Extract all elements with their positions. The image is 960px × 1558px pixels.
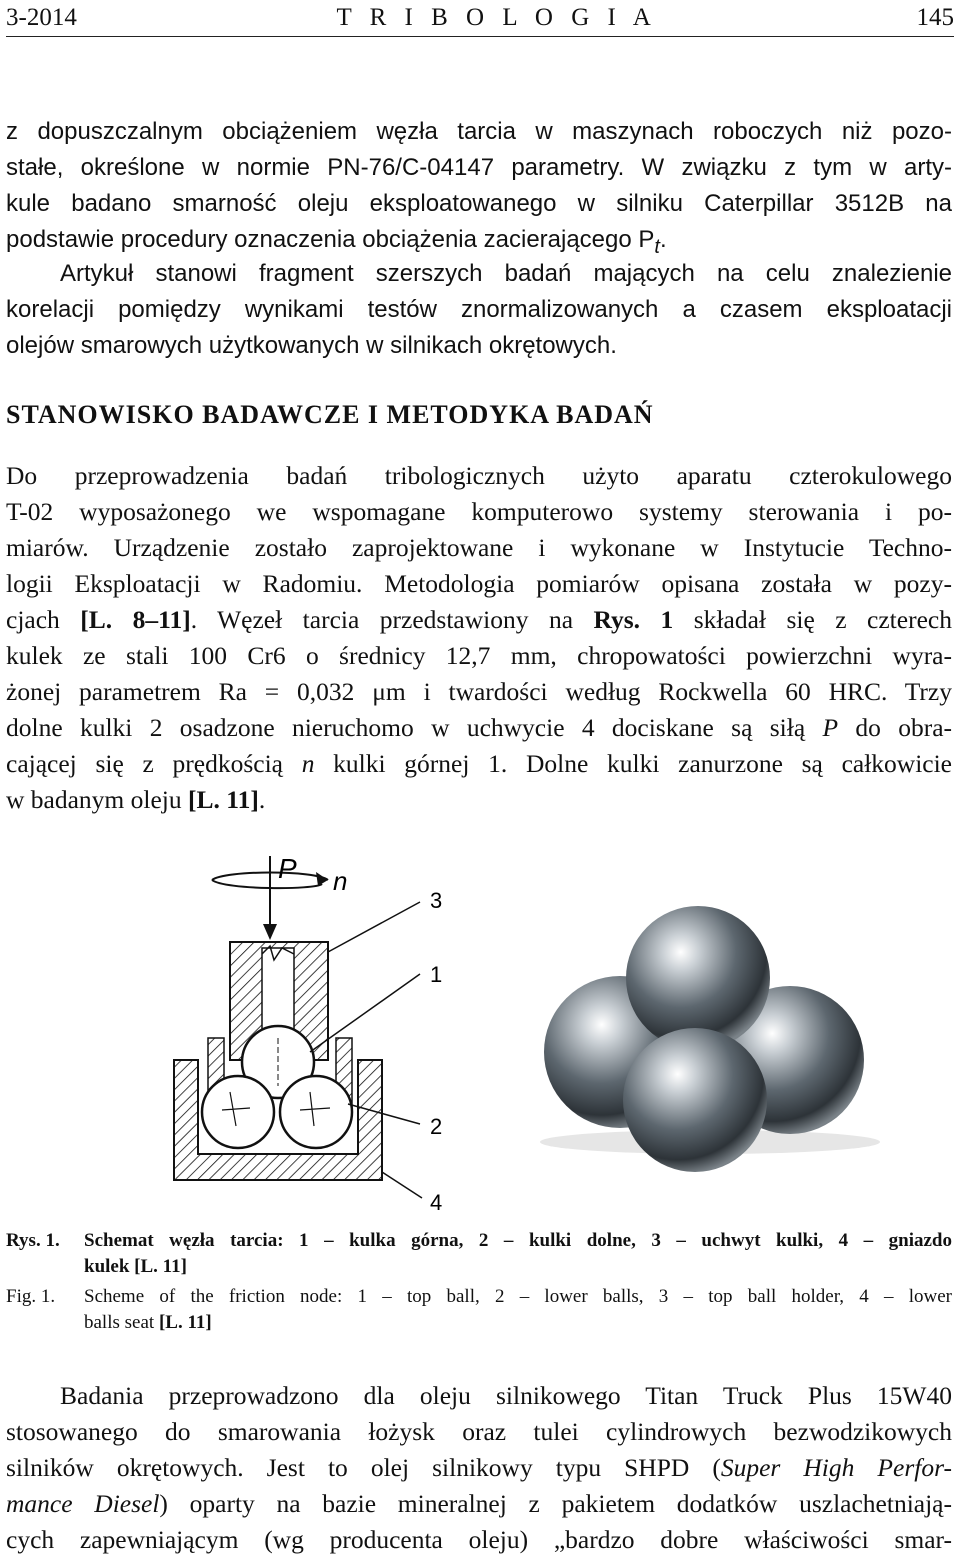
text-line: olejów smarowych użytkowanych w silnikach okrętowych. xyxy=(6,332,617,359)
text-span: balls seat xyxy=(84,1312,159,1333)
schematic-drawing xyxy=(174,853,442,1215)
figure-reference: Rys. 1 xyxy=(593,605,674,634)
text-span: ) oparty na bazie mineralnej z pakietem dodatków uszlachetniają- xyxy=(159,1489,952,1518)
text-line xyxy=(6,1450,952,1486)
rotation-arc-lower xyxy=(212,880,322,888)
intro-paragraph xyxy=(6,114,952,265)
text-span: . Węzeł tarcia przedstawiony na xyxy=(190,605,594,634)
figure-1 xyxy=(150,842,930,1222)
speed-label: n xyxy=(333,866,348,896)
section-heading: STANOWISKO BADAWCZE I METODYKA BADAŃ xyxy=(6,400,654,429)
reference-citation: [L. 8–11] xyxy=(80,605,191,634)
leader-line-3 xyxy=(328,902,420,952)
text-line: stosowanego do smarowania łożysk oraz tulei cylindrowych bezwodzikowych xyxy=(6,1417,952,1446)
caption-line: Scheme of the friction node: 1 – top ball, 2 – lower balls, 3 – top ball holder, 4 – lower xyxy=(84,1286,952,1307)
four-balls-photo xyxy=(540,906,880,1172)
text-span: Badania przeprowadzono dla oleju silnikowego Titan Truck Plus 15W40 xyxy=(60,1381,952,1410)
callout-4: 4 xyxy=(430,1190,443,1215)
reference-citation: [L. 11] xyxy=(158,1312,212,1333)
subscript-t: t xyxy=(654,235,660,258)
text-span: w badanym oleju xyxy=(6,785,188,814)
text-line xyxy=(6,256,952,292)
photo-ball-front xyxy=(623,1028,767,1172)
text-span: składał się z czterech xyxy=(673,605,952,634)
text-span: Artykuł stanowi fragment szerszych badań mających na celu znalezienie xyxy=(60,260,952,287)
callout-2: 2 xyxy=(430,1114,443,1139)
friction-node-figure xyxy=(150,842,930,1222)
text-span: . xyxy=(258,785,266,814)
paragraph-2 xyxy=(6,256,952,364)
paragraph-5 xyxy=(6,1378,952,1558)
caption-label: Fig. 1. xyxy=(6,1286,56,1307)
caption-line: Schemat węzła tarcia: 1 – kulka górna, 2 – kulki dolne, 3 – uchwyt kulki, 4 – gniazdo xyxy=(84,1230,952,1251)
text-line: Do przeprowadzenia badań tribologicznych użyto aparatu czterokulowego xyxy=(6,461,952,490)
symbol-speed: n xyxy=(301,749,315,778)
text-line xyxy=(6,710,952,746)
text-line: logii Eksploatacji w Radomiu. Metodologia pomiarów opisana została w pozy- xyxy=(6,569,952,598)
rotation-arrowhead xyxy=(316,872,328,886)
caption-label: Rys. 1. xyxy=(6,1230,60,1251)
paragraph-3 xyxy=(6,458,952,818)
text-line: stałe, określone w normie PN-76/C-04147 parametry. W związku z tym w arty- xyxy=(6,154,952,181)
caption-line: kulek [L. 11] xyxy=(84,1256,187,1277)
text-line xyxy=(6,746,952,782)
text-line: kule badano smarność oleju eksploatowanego w silniku Caterpillar 3512B na xyxy=(6,190,952,217)
text-line: korelacji pomiędzy wynikami testów znormalizowanych a czasem eksploatacji xyxy=(6,296,952,323)
text-line xyxy=(6,602,952,638)
text-span: cającej się z prędkością xyxy=(6,749,302,778)
page-number: 145 xyxy=(916,4,954,31)
journal-title: T R I B O L O G I A xyxy=(336,4,657,31)
text-span: silników okrętowych. Jest to olej silnikowy typu SHPD ( xyxy=(6,1453,721,1482)
text-span: dolne kulki 2 osadzone nieruchomo w uchwycie 4 dociskane są siłą xyxy=(6,713,823,742)
text-line: T-02 wyposażonego we wspomagane komputerowo systemy sterowania i po- xyxy=(6,497,952,526)
text-line: żonej parametrem Ra = 0,032 μm i twardości według Rockwella 60 HRC. Trzy xyxy=(6,677,952,706)
caption-line xyxy=(84,1310,952,1336)
text-line: miarów. Urządzenie zostało zaprojektowane i wykonane w Instytucie Techno- xyxy=(6,533,952,562)
italic-term: Super High Perfor- xyxy=(720,1453,952,1482)
callout-3: 3 xyxy=(430,888,443,913)
text-line: z dopuszczalnym obciążeniem węzła tarcia w maszynach roboczych niż pozo- xyxy=(6,118,952,145)
issue-number: 3-2014 xyxy=(6,4,77,31)
italic-term: mance Diesel xyxy=(6,1489,160,1518)
reference-citation: [L. 11] xyxy=(188,785,259,814)
text-span: podstawie procedury oznaczenia obciążenia zacierającego P xyxy=(6,226,655,253)
text-line xyxy=(6,1486,952,1522)
text-line: cych zapewniającym (wg producenta oleju) „bardzo dobre właściwości smar- xyxy=(6,1525,952,1554)
text-span: do obra- xyxy=(838,713,952,742)
symbol-force: P xyxy=(822,713,839,742)
leader-line-4 xyxy=(382,1172,422,1198)
text-line xyxy=(6,1378,952,1414)
text-line: kulek ze stali 100 Cr6 o średnicy 12,7 mm, chropowatości powierzchni wyra- xyxy=(6,641,952,670)
force-arrowhead xyxy=(263,924,277,940)
text-span: cjach xyxy=(6,605,81,634)
running-header xyxy=(6,0,954,37)
text-line xyxy=(6,782,952,818)
callout-1: 1 xyxy=(430,962,443,987)
lower-ball-left xyxy=(202,1076,274,1148)
text-span: . xyxy=(659,226,667,253)
figure-caption-pl xyxy=(6,1228,952,1280)
figure-caption-en xyxy=(6,1284,952,1336)
force-label: P xyxy=(278,853,297,884)
lower-ball-right xyxy=(280,1076,352,1148)
text-span: kulki górnej 1. Dolne kulki zanurzone są całkowicie xyxy=(314,749,953,778)
